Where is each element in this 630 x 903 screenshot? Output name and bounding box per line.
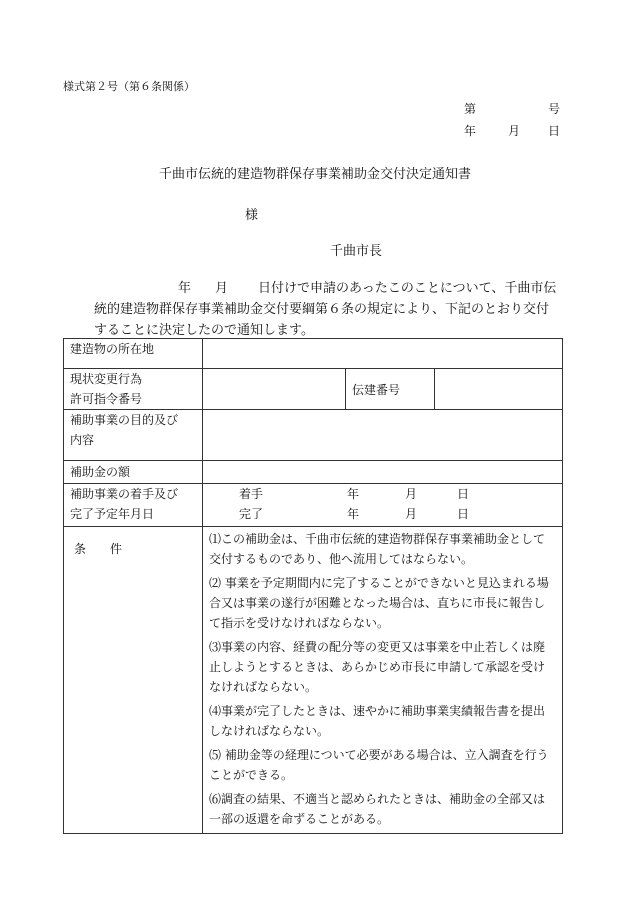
schedule-label-line-1: 補助事業の着手及び <box>70 487 179 501</box>
location-row <box>64 339 563 369</box>
condition-item: ⑹調査の結果、不適当と認められたときは、補助金の全部又は一部の返還を命ずることがある。 <box>209 792 546 826</box>
denken-value <box>435 369 563 410</box>
issuer-name: 千曲市長 <box>330 244 383 259</box>
schedule-label-line-2: 完了予定年月日 <box>70 507 155 521</box>
finish-month-label: 月 <box>405 507 418 521</box>
amount-row <box>64 461 563 484</box>
location-label: 建造物の所在地 <box>64 339 203 369</box>
body-line1-rest: 日付けで申請のあったこのことについて、千曲市伝 <box>258 281 557 296</box>
schedule-row <box>64 484 563 527</box>
location-value <box>203 339 563 369</box>
finish-day-label: 日 <box>457 507 470 521</box>
permit-label <box>64 369 203 410</box>
purpose-label <box>64 410 203 461</box>
body-line-3: することに決定したので通知します。 <box>94 323 314 338</box>
permit-row <box>64 369 563 410</box>
denken-label: 伝建番号 <box>346 369 435 410</box>
condition-item: ⑸ 補助金等の経理について必要がある場合は、立入調査を行うことができる。 <box>209 748 549 782</box>
permit-label-line-2: 許可指令番号 <box>70 392 143 406</box>
conditions-row <box>64 527 563 834</box>
start-label: 着手 <box>239 487 264 501</box>
purpose-label-line-1: 補助事業の目的及び <box>70 413 179 427</box>
date-month-label: 月 <box>508 124 521 138</box>
number-label-go: 号 <box>548 102 561 116</box>
start-month-label: 月 <box>405 487 418 501</box>
amount-label: 補助金の額 <box>64 461 203 484</box>
start-year-label: 年 <box>347 487 360 501</box>
finish-label: 完了 <box>239 507 264 521</box>
start-date-line <box>209 484 556 504</box>
form-number: 様式第２号（第６条関係） <box>63 80 195 93</box>
finish-year-label: 年 <box>347 507 360 521</box>
schedule-value <box>203 484 563 527</box>
purpose-value <box>203 410 563 461</box>
permit-value <box>203 369 346 410</box>
date-year-label: 年 <box>464 124 477 138</box>
purpose-row <box>64 410 563 461</box>
start-day-label: 日 <box>457 487 470 501</box>
finish-date-line <box>209 504 556 524</box>
conditions-label: 条 件 <box>64 527 203 834</box>
body-month: 月 <box>215 281 229 296</box>
schedule-label <box>64 484 203 527</box>
purpose-label-line-2: 内容 <box>70 433 95 447</box>
permit-label-line-1: 現状変更行為 <box>70 372 143 386</box>
body-line-2: 統的建造物群保存事業補助金交付要綱第６条の規定により、下記のとおり交付 <box>94 302 550 317</box>
body-line-1 <box>100 278 560 299</box>
condition-item: ⑵ 事業を予定期間内に完了することができないと見込まれる場合又は事業の遂行が困難となった場合は、直ちに市長に報告して指示を受けなければならない。 <box>209 576 549 630</box>
body-year: 年 <box>178 281 192 296</box>
number-label-dai: 第 <box>464 102 477 116</box>
subsidy-table <box>63 338 563 834</box>
amount-value <box>203 461 563 484</box>
condition-item: ⑴この補助金は、千曲市伝統的建造物群保存事業補助金として交付するものであり、他へ流用してはならない。 <box>209 532 546 566</box>
addressee-suffix: 様 <box>245 208 259 223</box>
condition-item: ⑶事業の内容、経費の配分等の変更又は事業を中止若しくは廃止しようとするときは、あらかじめ市長に申請して承認を受けなければならない。 <box>209 640 546 694</box>
conditions-list <box>203 527 563 834</box>
document-title: 千曲市伝統的建造物群保存事業補助金交付決定通知書 <box>158 167 471 182</box>
notice-body <box>94 278 560 341</box>
date-day-label: 日 <box>548 124 561 138</box>
condition-item: ⑷事業が完了したときは、速やかに補助事業実績報告書を提出しなければならない。 <box>209 704 546 738</box>
